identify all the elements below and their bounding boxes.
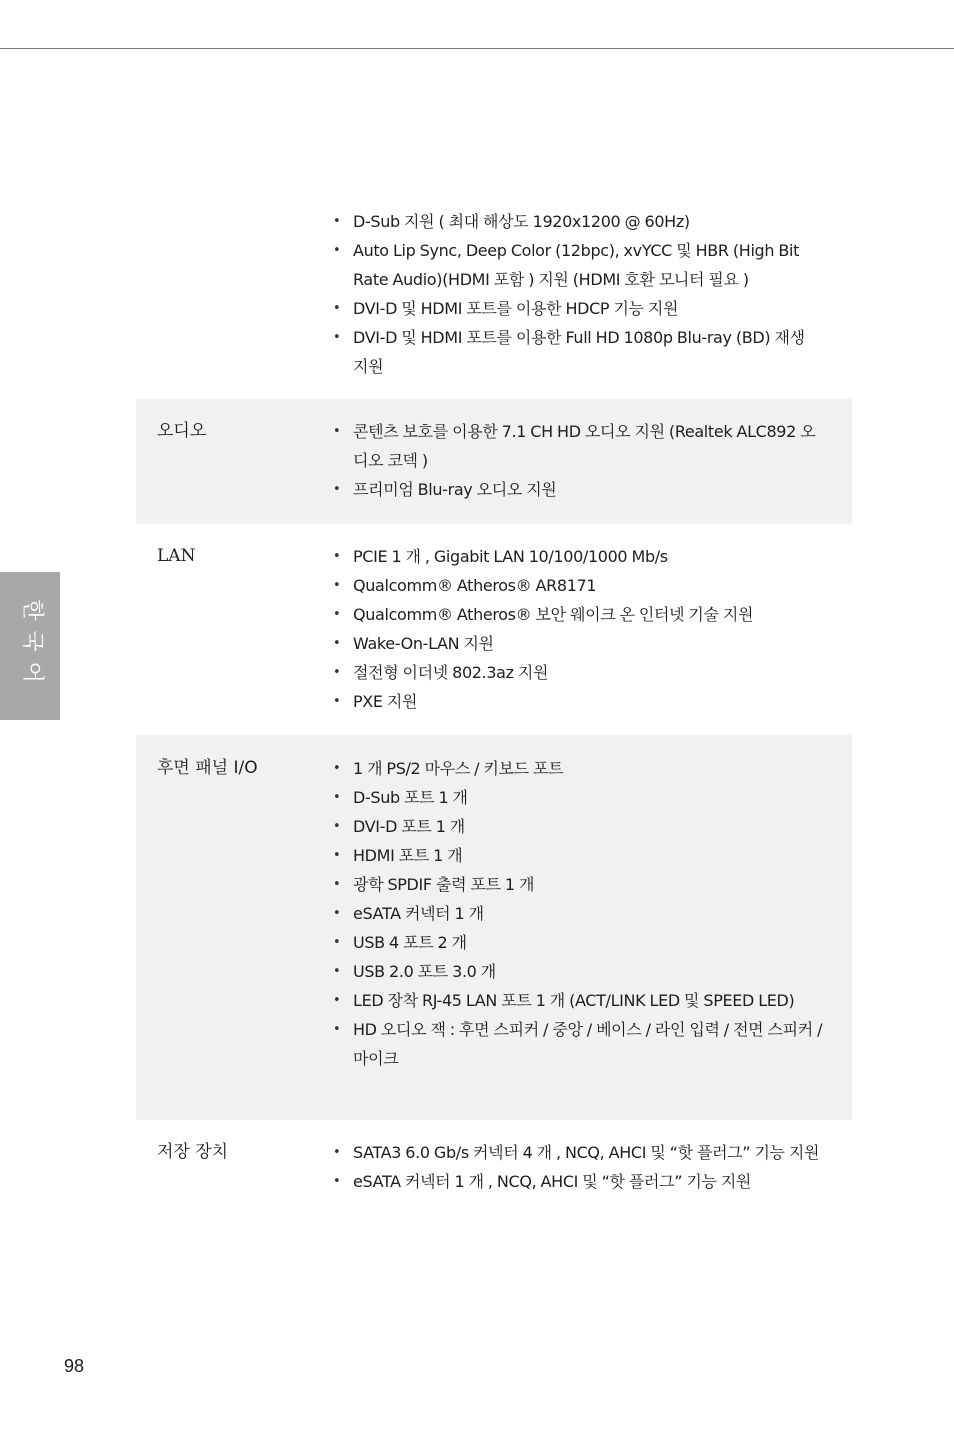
spec-row-graphics xyxy=(136,200,852,399)
list-item: • Qualcomm® Atheros® AR8171 xyxy=(353,571,823,600)
list-item: • 절전형 이더넷 802.3az 지원 xyxy=(353,658,823,687)
spec-items-graphics xyxy=(333,207,823,381)
list-item: • HDMI 포트 1 개 xyxy=(353,841,823,870)
bullet-icon: • xyxy=(333,243,341,258)
bullet-icon: • xyxy=(333,819,341,834)
list-item: • DVI-D 및 HDMI 포트를 이용한 HDCP 기능 지원 xyxy=(353,294,823,323)
bullet-icon: • xyxy=(333,877,341,892)
language-side-tab xyxy=(0,572,60,720)
bullet-icon: • xyxy=(333,330,341,345)
spec-table xyxy=(136,200,852,1240)
list-item: • D-Sub 지원 ( 최대 해상도 1920x1200 @ 60Hz) xyxy=(353,207,823,236)
bullet-icon: • xyxy=(333,549,341,564)
list-item: • SATA3 6.0 Gb/s 커넥터 4 개 , NCQ, AHCI 및 “핫 플러그” 기능 지원 xyxy=(353,1138,823,1167)
bullet-icon: • xyxy=(333,424,341,439)
spec-row-audio xyxy=(136,399,852,524)
bullet-icon: • xyxy=(333,935,341,950)
bullet-icon: • xyxy=(333,665,341,680)
spec-row-storage xyxy=(136,1120,852,1240)
list-item: • DVI-D 포트 1 개 xyxy=(353,812,823,841)
language-side-tab-label: 한국어 xyxy=(19,599,45,693)
bullet-icon: • xyxy=(333,993,341,1008)
bullet-icon: • xyxy=(333,790,341,805)
bullet-icon: • xyxy=(333,1174,341,1189)
bullet-icon: • xyxy=(333,482,341,497)
bullet-icon: • xyxy=(333,1022,341,1037)
spec-label-storage: 저장 장치 xyxy=(157,1142,229,1162)
list-item: • PXE 지원 xyxy=(353,687,823,716)
bullet-icon: • xyxy=(333,301,341,316)
spec-items-storage xyxy=(333,1138,823,1196)
bullet-icon: • xyxy=(333,607,341,622)
spec-row-lan xyxy=(136,524,852,735)
header-rule xyxy=(0,48,954,49)
list-item: • 광학 SPDIF 출력 포트 1 개 xyxy=(353,870,823,899)
page-number: 98 xyxy=(64,1356,85,1376)
list-item: • LED 장착 RJ-45 LAN 포트 1 개 (ACT/LINK LED 및 SPEED LED) xyxy=(353,986,823,1015)
spec-label-audio: 오디오 xyxy=(157,421,207,441)
list-item: • 콘텐츠 보호를 이용한 7.1 CH HD 오디오 지원 (Realtek ALC892 오디오 코덱 ) xyxy=(353,417,823,475)
spec-items-rear-panel-io xyxy=(333,754,823,1073)
list-item: • eSATA 커넥터 1 개 , NCQ, AHCI 및 “핫 플러그” 기능 지원 xyxy=(353,1167,823,1196)
bullet-icon: • xyxy=(333,906,341,921)
bullet-icon: • xyxy=(333,964,341,979)
list-item: • eSATA 커넥터 1 개 xyxy=(353,899,823,928)
list-item: • HD 오디오 잭 : 후면 스피커 / 중앙 / 베이스 / 라인 입력 / 전면 스피커 / 마이크 xyxy=(353,1015,823,1073)
list-item: • USB 2.0 포트 3.0 개 xyxy=(353,957,823,986)
list-item: • DVI-D 및 HDMI 포트를 이용한 Full HD 1080p Blu-ray (BD) 재생 지원 xyxy=(353,323,823,381)
list-item: • Wake-On-LAN 지원 xyxy=(353,629,823,658)
list-item: • D-Sub 포트 1 개 xyxy=(353,783,823,812)
bullet-icon: • xyxy=(333,214,341,229)
list-item: • USB 4 포트 2 개 xyxy=(353,928,823,957)
bullet-icon: • xyxy=(333,694,341,709)
list-item: • 1 개 PS/2 마우스 / 키보드 포트 xyxy=(353,754,823,783)
list-item: • PCIE 1 개 , Gigabit LAN 10/100/1000 Mb/s xyxy=(353,542,823,571)
spec-label-rear-panel-io: 후면 패널 I/O xyxy=(157,758,258,778)
spec-row-rear-panel-io xyxy=(136,735,852,1120)
list-item: • Auto Lip Sync, Deep Color (12bpc), xvYCC 및 HBR (High Bit Rate Audio)(HDMI 포함 ) 지원 (HDMI 호환 모니터 필요 ) xyxy=(353,236,823,294)
bullet-icon: • xyxy=(333,1145,341,1160)
bullet-icon: • xyxy=(333,636,341,651)
list-item: • Qualcomm® Atheros® 보안 웨이크 온 인터넷 기술 지원 xyxy=(353,600,823,629)
spec-label-lan: LAN xyxy=(157,546,196,566)
spec-items-audio xyxy=(333,417,823,504)
spec-items-lan xyxy=(333,542,823,716)
list-item: • 프리미엄 Blu-ray 오디오 지원 xyxy=(353,475,823,504)
bullet-icon: • xyxy=(333,848,341,863)
bullet-icon: • xyxy=(333,761,341,776)
bullet-icon: • xyxy=(333,578,341,593)
